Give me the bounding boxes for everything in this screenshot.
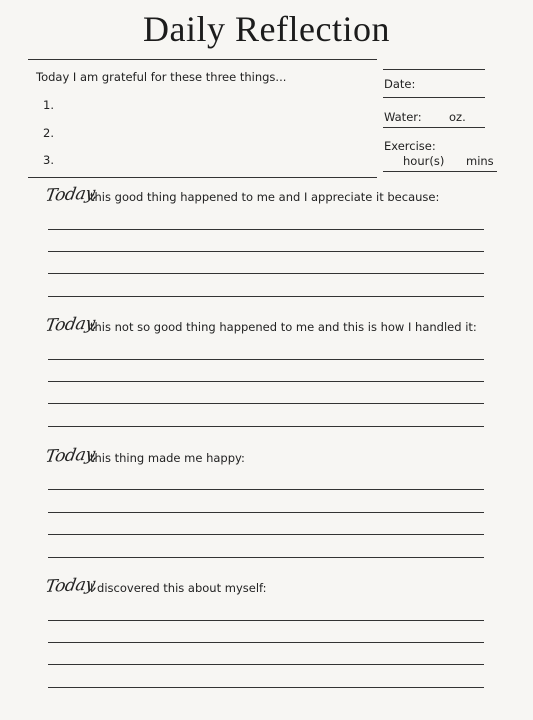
water-field-line[interactable]	[383, 127, 485, 128]
today-script-1: Today,	[44, 183, 99, 206]
section-1-line-3[interactable]	[48, 273, 484, 274]
section-3-line-2[interactable]	[48, 512, 484, 513]
exercise-field-line[interactable]	[383, 171, 497, 172]
today-script-3: Today,	[44, 444, 99, 467]
gratitude-item-2: 2.	[43, 126, 54, 140]
date-label: Date:	[384, 77, 416, 91]
section-1-line-2[interactable]	[48, 251, 484, 252]
exercise-label: Exercise:	[384, 139, 436, 153]
gratitude-item-1: 1.	[43, 98, 54, 112]
gratitude-top-rule	[28, 59, 377, 60]
date-field-line[interactable]	[383, 97, 485, 98]
section-3-line-3[interactable]	[48, 534, 484, 535]
section-2-line-1[interactable]	[48, 359, 484, 360]
exercise-hours-label: hour(s)	[403, 154, 445, 168]
section-4-line-2[interactable]	[48, 642, 484, 643]
section-4-line-3[interactable]	[48, 664, 484, 665]
section-2-line-2[interactable]	[48, 381, 484, 382]
page-title: Daily Reflection	[143, 9, 390, 49]
section-1-line-4[interactable]	[48, 296, 484, 297]
section-3-line-1[interactable]	[48, 489, 484, 490]
water-label: Water:	[384, 110, 422, 124]
sidebar-top-rule	[383, 69, 485, 70]
section-2-line-4[interactable]	[48, 426, 484, 427]
section-2-line-3[interactable]	[48, 403, 484, 404]
section-1-prompt: this good thing happened to me and I appreciate it because:	[90, 190, 440, 204]
section-1-line-1[interactable]	[48, 229, 484, 230]
section-4-prompt: I discovered this about myself:	[90, 581, 267, 595]
today-script-2: Today,	[44, 313, 99, 336]
section-3-line-4[interactable]	[48, 557, 484, 558]
section-3-prompt: this thing made me happy:	[90, 451, 245, 465]
section-4-line-4[interactable]	[48, 687, 484, 688]
section-2-prompt: this not so good thing happened to me and this is how I handled it:	[90, 320, 477, 334]
gratitude-item-3: 3.	[43, 153, 54, 167]
gratitude-bottom-rule	[28, 177, 377, 178]
gratitude-intro: Today I am grateful for these three things...	[36, 70, 287, 84]
today-script-4: Today,	[44, 574, 99, 597]
section-4-line-1[interactable]	[48, 620, 484, 621]
exercise-mins-label: mins	[466, 154, 494, 168]
water-unit: oz.	[449, 110, 466, 124]
